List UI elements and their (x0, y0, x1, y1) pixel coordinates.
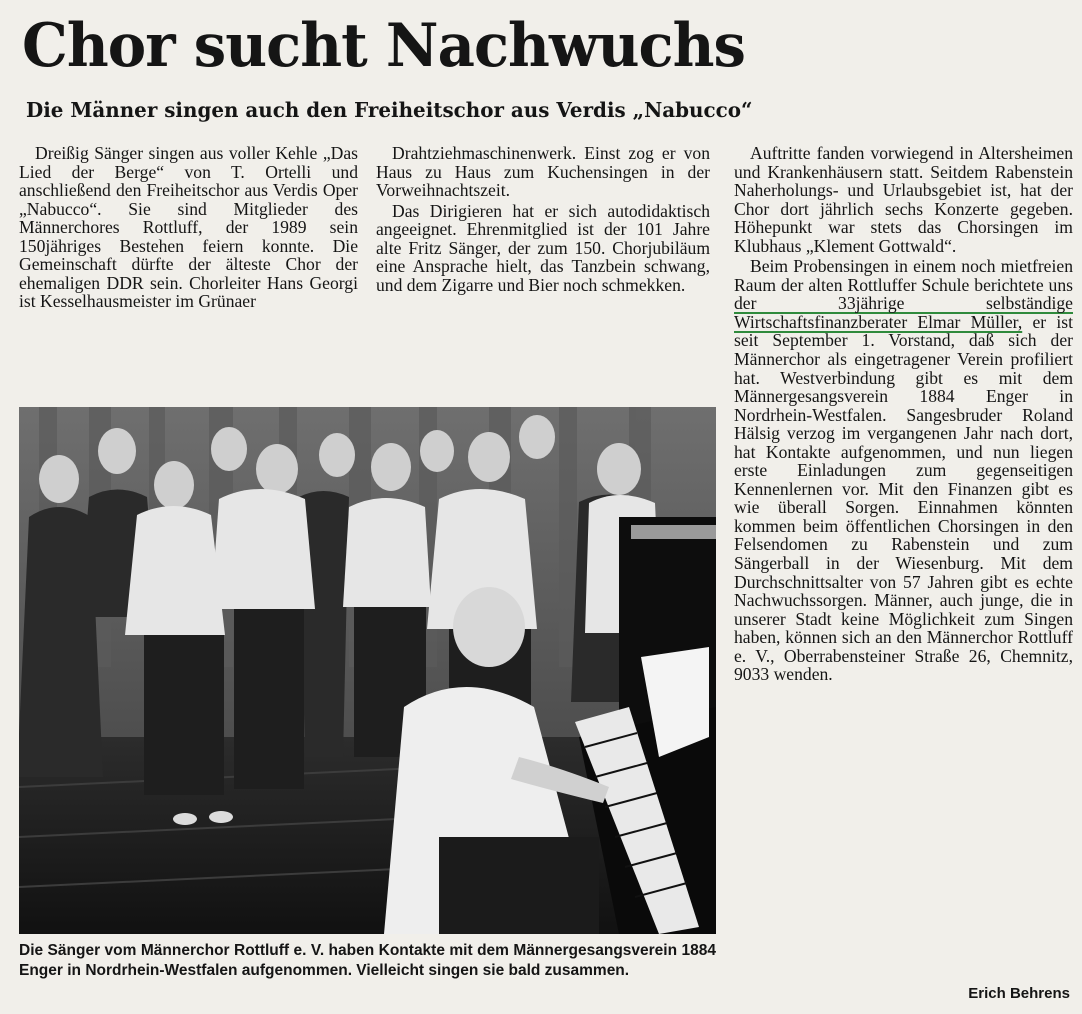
photo-caption: Die Sänger vom Männerchor Rottluff e. V. haben Kontakte mit dem Männergesangsverein 1884 Enger in Nordrhein-Westfalen aufgenommen. Vielleicht singen sie bald zusammen. (19, 942, 716, 979)
article-column-1 (19, 144, 358, 311)
column-3-paragraph-2 (734, 257, 1073, 684)
column-3-paragraph-2-start: Beim Probensingen in einem noch mietfreien Raum der alten Rottluffer Schule berichtete uns (734, 256, 1073, 295)
column-3-paragraph-1: Auftritte fanden vorwiegend in Altersheimen und Krankenhäusern statt. Seitdem Rabenstein Naherholungs- und Urlaubsgebiet ist, hat der Chor dort jährlich sechs Konzerte gegeben. Höhepunkt war stets das Chorsingen im Klubhaus „Klement Gottwald“. (734, 143, 1073, 256)
article-column-3 (734, 144, 1073, 684)
choir-photo (19, 407, 716, 934)
choir-photo-illustration (19, 407, 716, 934)
article-column-2 (376, 144, 710, 294)
subheadline: Die Männer singen auch den Freiheitschor aus Verdis „Nabucco“ (26, 98, 753, 122)
highlighted-phrase: der 33jährige selbständige Wirtschaftsfinanzberater Elmar Müller, (734, 293, 1073, 332)
column-3-paragraph-2-end: er ist seit September 1. Vorstand, daß sich der Männerchor als eingetragener Verein profiliert hat. Westverbindung gibt es mit dem Männergesangsverein 1884 Enger in Nordrhein-Westfalen. Sangesbruder Roland Hälsig verzog im vergangenen Jahr nach dort, hat Kontakte aufgenommen, und nun liegen erste Einladungen zum gegenseitigen Kennenlernen vor. Mit den Finanzen gibt es wie überall Sorgen. Einnahmen könnten kommen beim öffentlichen Chorsingen in den Felsendomen zu Rabenstein und zum Sängerball in der Wiesenburg. Mit dem Durchschnittsalter von 57 Jahren gibt es echte Nachwuchssorgen. Männer, auch junge, die in unserer Stadt keine Möglichkeit zum Singen haben, können sich an den Männerchor Rottluff e. V., Oberrabensteiner Straße 26, Chemnitz, 9033 wenden. (734, 311, 1073, 685)
column-2-paragraph-2: Das Dirigieren hat er sich autodidaktisch angeeignet. Ehrenmitglied ist der 101 Jahre alte Fritz Sänger, der zum 150. Chorjubiläum eine Ansprache hielt, das Tanzbein schwang, und dem Zigarre und Bier noch schmekken. (376, 200, 710, 295)
author-byline: Erich Behrens (968, 985, 1070, 1002)
column-2-paragraph-1: Drahtziehmaschinenwerk. Einst zog er von Haus zu Haus zum Kuchensingen in der Vorweihnachtszeit. (376, 143, 710, 201)
column-1-paragraph: Dreißig Sänger singen aus voller Kehle „Das Lied der Berge“ von T. Ortelli und anschließend den Freiheitschor aus Verdis Oper „Nabucco“. Sie sind Mitglieder des Männerchores Rottluff, der 1989 sein 150jähriges Bestehen feiern konnte. Die Gemeinschaft dürfte der älteste Chor der ehemaligen DDR sein. Chorleiter Hans Georgi ist Kesselhausmeister im Grünaer (19, 143, 358, 312)
headline: Chor sucht Nachwuchs (22, 11, 746, 81)
